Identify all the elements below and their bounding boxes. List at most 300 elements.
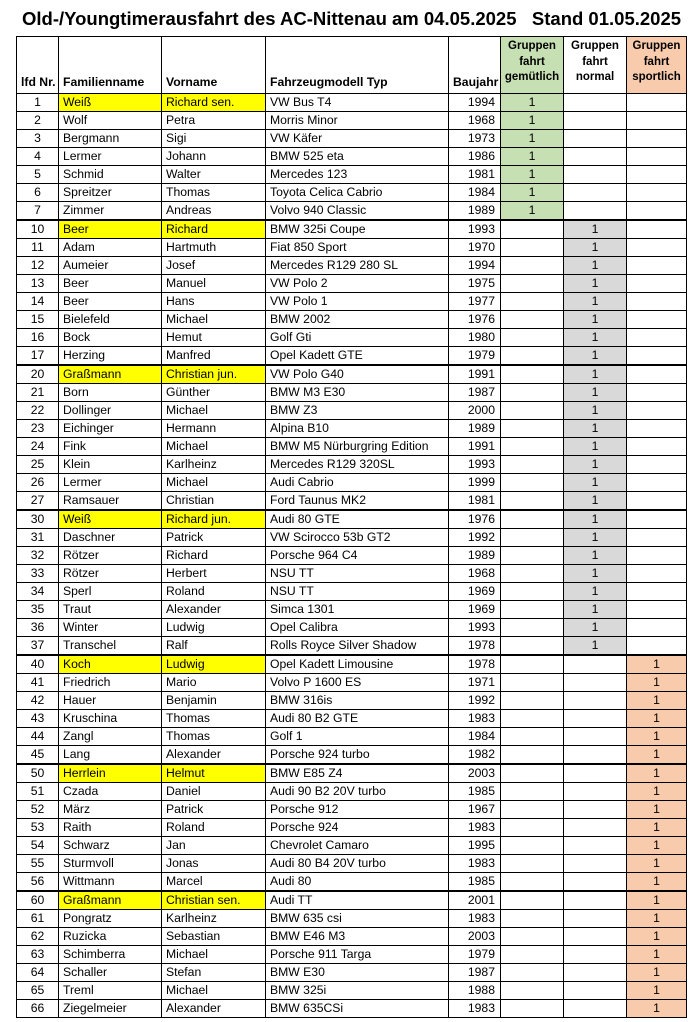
cell-group-1 (501, 783, 564, 801)
cell-firstname: Hartmuth (162, 239, 266, 257)
cell-year: 1968 (449, 112, 501, 130)
table-row (17, 637, 687, 656)
cell-group-1 (501, 529, 564, 547)
cell-lastname: Sturmvoll (59, 855, 162, 873)
cell-lastname: Beer (59, 275, 162, 293)
cell-group-1 (501, 293, 564, 311)
cell-lastname: Ruzicka (59, 928, 162, 946)
cell-lastname: Herzing (59, 347, 162, 366)
table-row (17, 275, 687, 293)
cell-nr: 60 (17, 891, 59, 910)
cell-lastname: Lermer (59, 148, 162, 166)
cell-group-3: 1 (627, 855, 687, 873)
cell-lastname: Graßmann (59, 891, 162, 910)
cell-model: Volvo P 1600 ES (266, 674, 449, 692)
cell-model: Audi Cabrio (266, 474, 449, 492)
table-row (17, 329, 687, 347)
cell-group-1 (501, 946, 564, 964)
cell-nr: 51 (17, 783, 59, 801)
cell-group-3 (627, 601, 687, 619)
col-header-group-gemuetlich: Gruppen fahrt gemütlich (501, 37, 564, 94)
cell-group-1 (501, 601, 564, 619)
cell-model: BMW 325i Coupe (266, 220, 449, 239)
cell-lastname: Schwarz (59, 837, 162, 855)
cell-group-1 (501, 420, 564, 438)
cell-group-2 (564, 783, 627, 801)
cell-group-3 (627, 220, 687, 239)
cell-lastname: Adam (59, 239, 162, 257)
cell-model: Audi 80 B2 GTE (266, 710, 449, 728)
cell-firstname: Richard jun. (162, 510, 266, 529)
cell-group-1 (501, 402, 564, 420)
cell-group-1 (501, 275, 564, 293)
cell-group-1: 1 (501, 148, 564, 166)
cell-group-2: 1 (564, 347, 627, 366)
cell-model: BMW Z3 (266, 402, 449, 420)
cell-group-2: 1 (564, 601, 627, 619)
cell-group-3: 1 (627, 655, 687, 674)
table-row (17, 184, 687, 202)
cell-nr: 41 (17, 674, 59, 692)
cell-firstname: Michael (162, 311, 266, 329)
cell-year: 1983 (449, 855, 501, 873)
cell-group-2: 1 (564, 619, 627, 637)
cell-model: BMW E30 (266, 964, 449, 982)
cell-lastname: Ramsauer (59, 492, 162, 511)
cell-group-2 (564, 184, 627, 202)
cell-group-1: 1 (501, 130, 564, 148)
table-body (17, 94, 687, 1018)
cell-lastname: Zimmer (59, 202, 162, 221)
cell-group-3: 1 (627, 819, 687, 837)
cell-nr: 44 (17, 728, 59, 746)
cell-group-3 (627, 94, 687, 112)
cell-firstname: Hans (162, 293, 266, 311)
cell-group-1 (501, 474, 564, 492)
cell-group-3 (627, 365, 687, 384)
cell-group-2 (564, 764, 627, 783)
table-row (17, 239, 687, 257)
cell-year: 1993 (449, 456, 501, 474)
cell-year: 1981 (449, 166, 501, 184)
cell-group-2 (564, 928, 627, 946)
cell-model: VW Scirocco 53b GT2 (266, 529, 449, 547)
cell-group-3: 1 (627, 964, 687, 982)
cell-year: 1978 (449, 637, 501, 656)
cell-group-2: 1 (564, 384, 627, 402)
cell-lastname: Friedrich (59, 674, 162, 692)
cell-group-2 (564, 202, 627, 221)
table-row (17, 946, 687, 964)
cell-group-2 (564, 148, 627, 166)
cell-year: 2003 (449, 764, 501, 783)
table-row (17, 402, 687, 420)
cell-group-1 (501, 801, 564, 819)
cell-firstname: Alexander (162, 746, 266, 765)
table-row (17, 674, 687, 692)
cell-group-2 (564, 855, 627, 873)
cell-group-1 (501, 619, 564, 637)
cell-firstname: Daniel (162, 783, 266, 801)
cell-lastname: Weiß (59, 510, 162, 529)
cell-group-2 (564, 982, 627, 1000)
cell-model: Porsche 912 (266, 801, 449, 819)
table-row (17, 293, 687, 311)
cell-group-2: 1 (564, 329, 627, 347)
cell-lastname: Wittmann (59, 873, 162, 892)
cell-firstname: Walter (162, 166, 266, 184)
cell-model: VW Polo G40 (266, 365, 449, 384)
cell-group-3: 1 (627, 710, 687, 728)
cell-model: Golf 1 (266, 728, 449, 746)
cell-nr: 64 (17, 964, 59, 982)
cell-lastname: Rötzer (59, 547, 162, 565)
col-header-group-sportlich: Gruppen fahrt sportlich (627, 37, 687, 94)
cell-group-2 (564, 837, 627, 855)
cell-lastname: Aumeier (59, 257, 162, 275)
table-row (17, 220, 687, 239)
cell-model: NSU TT (266, 565, 449, 583)
table-row (17, 148, 687, 166)
cell-year: 1973 (449, 130, 501, 148)
col-header-nr: lfd Nr. (17, 37, 59, 94)
cell-group-2 (564, 655, 627, 674)
cell-group-3 (627, 637, 687, 656)
cell-group-2: 1 (564, 637, 627, 656)
cell-group-1: 1 (501, 184, 564, 202)
cell-group-3 (627, 311, 687, 329)
cell-group-1 (501, 492, 564, 511)
cell-nr: 36 (17, 619, 59, 637)
cell-group-3 (627, 492, 687, 511)
table-row (17, 1000, 687, 1018)
cell-group-2 (564, 166, 627, 184)
cell-lastname: Eichinger (59, 420, 162, 438)
cell-firstname: Günther (162, 384, 266, 402)
cell-model: Opel Kadett GTE (266, 347, 449, 366)
cell-group-3: 1 (627, 674, 687, 692)
table-row (17, 547, 687, 565)
cell-group-1 (501, 746, 564, 765)
cell-model: Toyota Celica Cabrio (266, 184, 449, 202)
cell-year: 1969 (449, 583, 501, 601)
cell-nr: 2 (17, 112, 59, 130)
cell-firstname: Jonas (162, 855, 266, 873)
cell-model: Audi 90 B2 20V turbo (266, 783, 449, 801)
cell-model: VW Käfer (266, 130, 449, 148)
cell-firstname: Hemut (162, 329, 266, 347)
table-row (17, 583, 687, 601)
cell-group-3: 1 (627, 764, 687, 783)
cell-model: BMW 635CSi (266, 1000, 449, 1018)
table-row (17, 112, 687, 130)
cell-year: 1979 (449, 946, 501, 964)
cell-group-2: 1 (564, 275, 627, 293)
cell-year: 1999 (449, 474, 501, 492)
cell-firstname: Sebastian (162, 928, 266, 946)
cell-year: 1983 (449, 910, 501, 928)
cell-group-1 (501, 547, 564, 565)
cell-lastname: Treml (59, 982, 162, 1000)
cell-model: Audi 80 (266, 873, 449, 892)
cell-year: 1984 (449, 184, 501, 202)
cell-group-2: 1 (564, 547, 627, 565)
cell-group-3 (627, 510, 687, 529)
cell-firstname: Richard sen. (162, 94, 266, 112)
cell-year: 1978 (449, 655, 501, 674)
cell-nr: 20 (17, 365, 59, 384)
cell-group-1 (501, 329, 564, 347)
cell-group-1: 1 (501, 94, 564, 112)
table-row (17, 94, 687, 112)
cell-lastname: Kruschina (59, 710, 162, 728)
cell-model: Porsche 964 C4 (266, 547, 449, 565)
cell-year: 1979 (449, 347, 501, 366)
table-row (17, 492, 687, 511)
cell-model: BMW 525 eta (266, 148, 449, 166)
cell-group-1 (501, 982, 564, 1000)
cell-firstname: Michael (162, 946, 266, 964)
cell-group-2 (564, 964, 627, 982)
participants-table (16, 36, 687, 1018)
cell-year: 1992 (449, 692, 501, 710)
cell-model: Fiat 850 Sport (266, 239, 449, 257)
cell-firstname: Richard (162, 220, 266, 239)
table-row (17, 438, 687, 456)
cell-group-1 (501, 674, 564, 692)
cell-lastname: Wolf (59, 112, 162, 130)
cell-year: 1994 (449, 257, 501, 275)
cell-group-3: 1 (627, 946, 687, 964)
cell-firstname: Sigi (162, 130, 266, 148)
cell-model: VW Bus T4 (266, 94, 449, 112)
cell-lastname: Czada (59, 783, 162, 801)
cell-year: 1983 (449, 710, 501, 728)
cell-group-2 (564, 819, 627, 837)
cell-year: 1991 (449, 438, 501, 456)
table-row (17, 982, 687, 1000)
cell-model: Chevrolet Camaro (266, 837, 449, 855)
cell-year: 1992 (449, 529, 501, 547)
cell-lastname: Ziegelmeier (59, 1000, 162, 1018)
cell-group-1 (501, 837, 564, 855)
cell-model: Ford Taunus MK2 (266, 492, 449, 511)
table-row (17, 891, 687, 910)
cell-model: Porsche 911 Targa (266, 946, 449, 964)
cell-lastname: Herrlein (59, 764, 162, 783)
cell-nr: 62 (17, 928, 59, 946)
cell-year: 1976 (449, 311, 501, 329)
cell-group-1 (501, 257, 564, 275)
cell-group-2 (564, 674, 627, 692)
cell-group-3: 1 (627, 891, 687, 910)
cell-nr: 65 (17, 982, 59, 1000)
table-row (17, 710, 687, 728)
table-row (17, 130, 687, 148)
table-row (17, 692, 687, 710)
cell-group-3 (627, 619, 687, 637)
cell-group-2: 1 (564, 220, 627, 239)
cell-year: 1989 (449, 202, 501, 221)
cell-group-1 (501, 583, 564, 601)
cell-firstname: Michael (162, 474, 266, 492)
cell-group-2 (564, 112, 627, 130)
cell-group-3 (627, 184, 687, 202)
cell-year: 1971 (449, 674, 501, 692)
cell-group-2 (564, 692, 627, 710)
cell-year: 1984 (449, 728, 501, 746)
cell-nr: 24 (17, 438, 59, 456)
table-row (17, 202, 687, 221)
cell-group-1 (501, 347, 564, 366)
cell-group-2: 1 (564, 583, 627, 601)
cell-group-3: 1 (627, 1000, 687, 1018)
cell-nr: 3 (17, 130, 59, 148)
table-row (17, 837, 687, 855)
cell-group-2: 1 (564, 257, 627, 275)
cell-group-2: 1 (564, 438, 627, 456)
cell-group-3: 1 (627, 928, 687, 946)
cell-model: NSU TT (266, 583, 449, 601)
cell-group-3: 1 (627, 873, 687, 892)
cell-group-3 (627, 402, 687, 420)
cell-lastname: Daschner (59, 529, 162, 547)
cell-group-2 (564, 130, 627, 148)
cell-lastname: Beer (59, 220, 162, 239)
cell-group-3: 1 (627, 728, 687, 746)
cell-group-2: 1 (564, 293, 627, 311)
cell-nr: 10 (17, 220, 59, 239)
cell-lastname: Schmid (59, 166, 162, 184)
cell-nr: 42 (17, 692, 59, 710)
cell-group-1 (501, 311, 564, 329)
cell-group-1 (501, 855, 564, 873)
cell-group-3 (627, 384, 687, 402)
col-header-group-normal: Gruppen fahrt normal (564, 37, 627, 94)
cell-model: Alpina B10 (266, 420, 449, 438)
cell-nr: 26 (17, 474, 59, 492)
cell-group-3 (627, 438, 687, 456)
cell-group-3 (627, 456, 687, 474)
cell-lastname: Klein (59, 456, 162, 474)
cell-firstname: Christian jun. (162, 365, 266, 384)
cell-model: VW Polo 2 (266, 275, 449, 293)
cell-group-1 (501, 928, 564, 946)
table-row (17, 565, 687, 583)
cell-group-1 (501, 1000, 564, 1018)
cell-nr: 37 (17, 637, 59, 656)
cell-nr: 15 (17, 311, 59, 329)
cell-group-2 (564, 873, 627, 892)
cell-firstname: Mario (162, 674, 266, 692)
cell-nr: 22 (17, 402, 59, 420)
cell-group-1 (501, 728, 564, 746)
cell-firstname: Michael (162, 402, 266, 420)
cell-group-2 (564, 1000, 627, 1018)
cell-group-3 (627, 420, 687, 438)
table-row (17, 764, 687, 783)
cell-year: 1975 (449, 275, 501, 293)
cell-year: 1995 (449, 837, 501, 855)
table-row (17, 529, 687, 547)
cell-firstname: Ludwig (162, 655, 266, 674)
col-header-firstname: Vorname (162, 37, 266, 94)
cell-group-3: 1 (627, 783, 687, 801)
table-row (17, 601, 687, 619)
cell-year: 1985 (449, 783, 501, 801)
cell-lastname: Born (59, 384, 162, 402)
table-row (17, 873, 687, 892)
cell-lastname: Winter (59, 619, 162, 637)
table-row (17, 474, 687, 492)
cell-nr: 63 (17, 946, 59, 964)
cell-group-3 (627, 275, 687, 293)
cell-year: 1994 (449, 94, 501, 112)
cell-nr: 30 (17, 510, 59, 529)
cell-group-3 (627, 257, 687, 275)
cell-firstname: Petra (162, 112, 266, 130)
cell-lastname: Lermer (59, 474, 162, 492)
cell-firstname: Karlheinz (162, 456, 266, 474)
cell-model: BMW M3 E30 (266, 384, 449, 402)
cell-nr: 23 (17, 420, 59, 438)
cell-lastname: Beer (59, 293, 162, 311)
cell-group-1 (501, 220, 564, 239)
cell-group-2: 1 (564, 456, 627, 474)
cell-lastname: Traut (59, 601, 162, 619)
cell-nr: 53 (17, 819, 59, 837)
cell-model: BMW M5 Nürburgring Edition (266, 438, 449, 456)
cell-lastname: Hauer (59, 692, 162, 710)
cell-group-2 (564, 746, 627, 765)
table-row (17, 964, 687, 982)
cell-lastname: Sperl (59, 583, 162, 601)
cell-firstname: Josef (162, 257, 266, 275)
cell-lastname: Schaller (59, 964, 162, 982)
table-row (17, 510, 687, 529)
cell-group-3: 1 (627, 982, 687, 1000)
cell-year: 1987 (449, 384, 501, 402)
cell-group-3 (627, 529, 687, 547)
cell-nr: 13 (17, 275, 59, 293)
table-row (17, 819, 687, 837)
cell-nr: 1 (17, 94, 59, 112)
cell-model: Porsche 924 turbo (266, 746, 449, 765)
cell-year: 1993 (449, 220, 501, 239)
cell-group-2: 1 (564, 474, 627, 492)
cell-model: BMW 635 csi (266, 910, 449, 928)
cell-group-1 (501, 873, 564, 892)
cell-year: 1987 (449, 964, 501, 982)
cell-group-3 (627, 583, 687, 601)
cell-group-1 (501, 510, 564, 529)
cell-model: Simca 1301 (266, 601, 449, 619)
cell-firstname: Patrick (162, 529, 266, 547)
cell-firstname: Michael (162, 982, 266, 1000)
cell-model: Mercedes 123 (266, 166, 449, 184)
cell-nr: 61 (17, 910, 59, 928)
cell-year: 2003 (449, 928, 501, 946)
cell-group-1 (501, 655, 564, 674)
cell-group-1: 1 (501, 166, 564, 184)
cell-nr: 6 (17, 184, 59, 202)
cell-year: 1991 (449, 365, 501, 384)
cell-lastname: Schimberra (59, 946, 162, 964)
cell-firstname: Thomas (162, 184, 266, 202)
cell-group-3: 1 (627, 837, 687, 855)
cell-group-3 (627, 130, 687, 148)
cell-nr: 21 (17, 384, 59, 402)
